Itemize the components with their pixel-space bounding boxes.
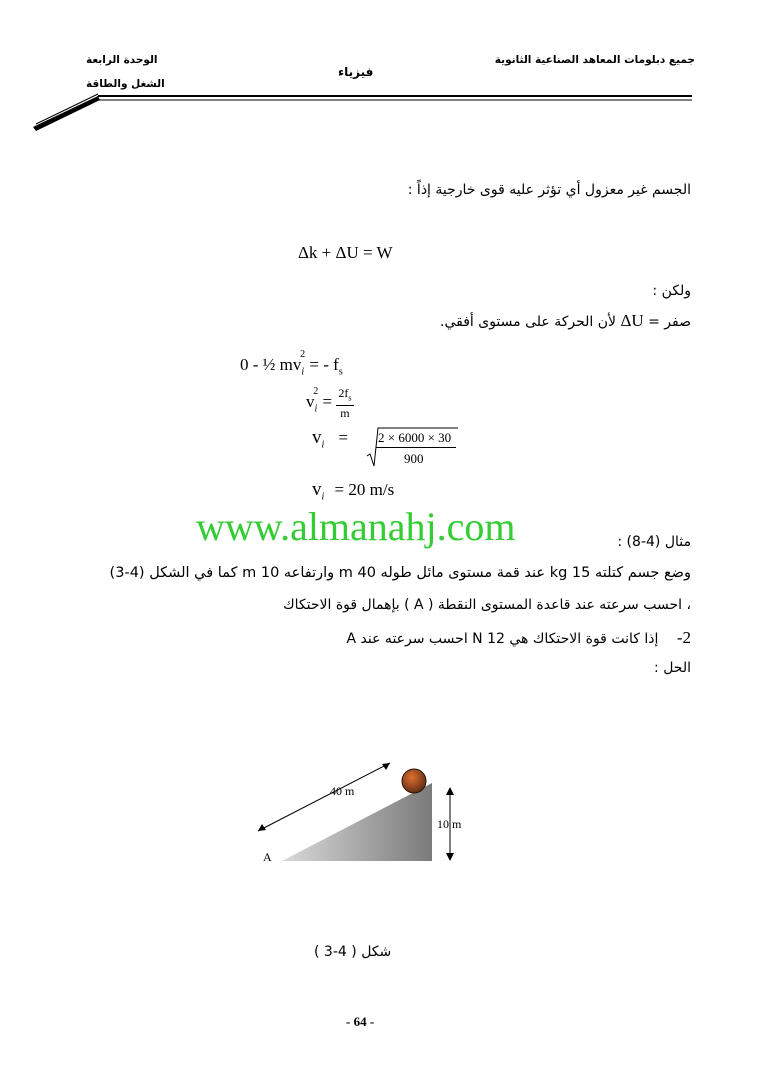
example-line-1: وضع جسم كتلته 15 kg عند قمة مستوى مائل طوله 40 m وارتفاعه 10 m كما في الشكل (4-3) (109, 565, 691, 581)
solution-label: الحل : (654, 660, 691, 676)
text-line-1: الجسم غير معزول أي تؤثر عليه قوى خارجية إذاً : (407, 182, 691, 198)
equation-4: $v_i$ = (312, 427, 349, 451)
text-but: ولكن : (652, 283, 691, 299)
delta-u-symbol: ΔU (620, 311, 644, 330)
equation-5: $v_i = 20$ m/s (312, 479, 395, 503)
header-topic: الشغل والطاقة (86, 78, 165, 90)
watermark: www.almanahj.com (196, 504, 516, 549)
label-height: 10 m (437, 817, 462, 831)
text-zero-line (440, 311, 691, 331)
equation-energy: Δk + ΔU = W (298, 243, 393, 262)
eq4-numerator: 2 × 6000 × 30 (378, 430, 452, 445)
equation-2: 0 - ½ $mv_i^2$ = - $f_s$ (240, 349, 343, 378)
header-rule (0, 0, 763, 140)
header-right-title: جميع دبلومات المعاهد الصناعية الثانوية (494, 54, 695, 66)
page-number: - 64 - (346, 1014, 375, 1029)
incline-plane (282, 783, 432, 861)
eq2-left: 0 - ½ mv (240, 355, 302, 374)
example-line-3 (347, 628, 691, 648)
zero-prefix: صفر = (648, 314, 691, 330)
example-label: مثال (4-8) : (617, 534, 691, 550)
equation-3: $v_i^2$ = $\frac{2f_s}{m}$ (306, 386, 352, 421)
item-number: 2- (676, 628, 691, 647)
figure-caption: شكل ( 4-3 ) (314, 944, 392, 960)
eq4-fraction-bar (376, 447, 456, 448)
header-center-title: فيزياء (338, 65, 374, 79)
header-unit: الوحدة الرابعة (86, 54, 158, 66)
incline-figure (240, 755, 480, 875)
item-text: إذا كانت قوة الاحتكاك هي 12 N احسب سرعته عند A (346, 631, 659, 647)
label-length: 40 m (330, 784, 355, 798)
eq4-denominator: 900 (404, 451, 424, 466)
zero-reason: لأن الحركة على مستوى أفقي. (440, 314, 616, 330)
eq2-right: = - f (309, 355, 339, 374)
eq3-fraction: $\frac{2f_s}{m}$ (338, 386, 352, 421)
ball (402, 769, 426, 793)
label-point-a: A (263, 850, 272, 864)
example-line-2: ، احسب سرعته عند قاعدة المستوى النقطة ( A ) بإهمال قوة الاحتكاك (283, 597, 691, 613)
